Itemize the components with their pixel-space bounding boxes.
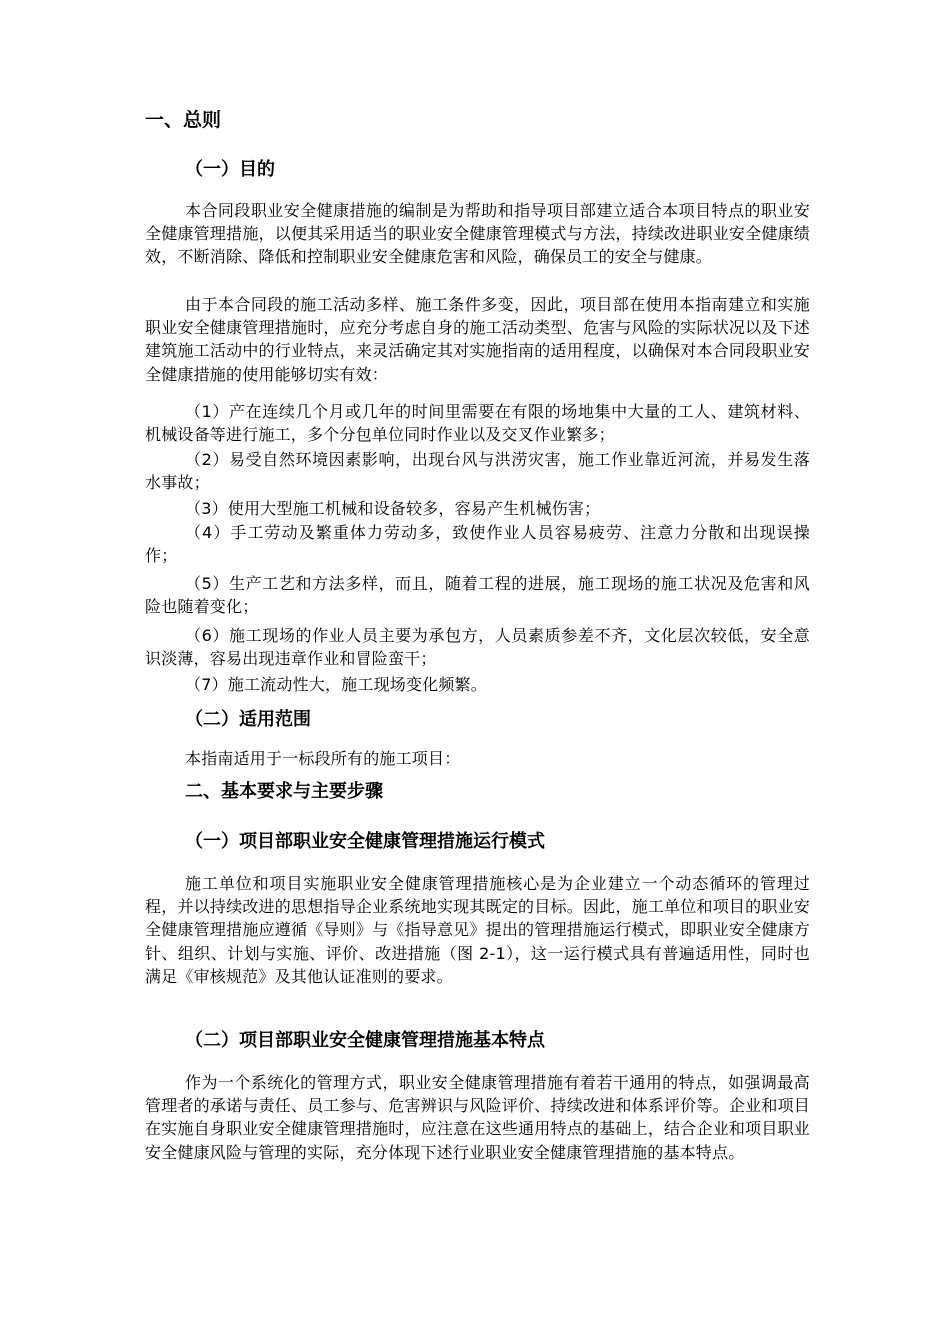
section-2-subheading-features: （二）项目部职业安全健康管理措施基本特点 [185, 1030, 545, 1051]
section-1-heading: 一、总则 [145, 109, 222, 131]
scope-paragraph: 本指南适用于一标段所有的施工项目： [185, 749, 461, 768]
list-item: （7）施工流动性大，施工现场变化频繁。 [185, 675, 487, 694]
section-2-subheading-model: （一）项目部职业安全健康管理措施运行模式 [185, 831, 545, 852]
model-paragraph: 施工单位和项目实施职业安全健康管理措施核心是为企业建立一个动态循环的管理过程，并以持续改进的思想指导企业系统地实现其既定的目标。因此，施工单位和项目的职业安全健康管理措施应遵循《导则》与《指导意见》提出的管理措施运行模式，即职业安全健康方针、组织、计划与实施、评价、改进措施（图 2-1），这一运行模式具有普遍适用性，同时也满足《审核规范》及其他认证准则的要求。 [145, 874, 810, 986]
section-1-subheading-scope: （二）适用范围 [185, 709, 311, 730]
section-2-heading: 二、基本要求与主要步骤 [185, 781, 383, 802]
purpose-paragraph-2: 由于本合同段的施工活动多样、施工条件多变，因此，项目部在使用本指南建立和实施职业安全健康管理措施时，应充分考虑自身的施工活动类型、危害与风险的实际状况以及下述建筑施工活动中的行业特点，来灵活确定其对实施指南的适用程度，以确保对本合同段职业安全健康措施的使用能够切实有效： [145, 295, 810, 384]
list-item: （5）生产工艺和方法多样，而且，随着工程的进展，施工现场的施工状况及危害和风险也随着变化； [145, 574, 810, 617]
list-item: （6）施工现场的作业人员主要为承包方，人员素质参差不齐，文化层次较低，安全意识淡薄，容易出现违章作业和冒险蛮干； [145, 626, 810, 669]
list-item: （3）使用大型施工机械和设备较多，容易产生机械伤害； [185, 499, 601, 518]
purpose-paragraph-1: 本合同段职业安全健康措施的编制是为帮助和指导项目部建立适合本项目特点的职业安全健康管理措施，以便其采用适当的职业安全健康管理模式与方法，持续改进职业安全健康绩效，不断消除、降低和控制职业安全健康危害和风险，确保员工的安全与健康。 [145, 201, 810, 267]
list-item: （4）手工劳动及繁重体力劳动多，致使作业人员容易疲劳、注意力分散和出现误操作； [145, 523, 810, 566]
list-item: （1）产在连续几个月或几年的时间里需要在有限的场地集中大量的工人、建筑材料、机械设备等进行施工，多个分包单位同时作业以及交叉作业繁多； [145, 402, 810, 445]
features-paragraph: 作为一个系统化的管理方式，职业安全健康管理措施有着若干通用的特点，如强调最高管理者的承诺与责任、员工参与、危害辨识与风险评价、持续改进和体系评价等。企业和项目在实施自身职业安全健康管理措施时，应注意在这些通用特点的基础上，结合企业和项目职业安全健康风险与管理的实际，充分体现下述行业职业安全健康管理措施的基本特点。 [145, 1073, 810, 1162]
list-item: （2）易受自然环境因素影响，出现台风与洪涝灾害，施工作业靠近河流，并易发生落水事故； [145, 450, 810, 493]
section-1-subheading-purpose: （一）目的 [185, 159, 275, 180]
